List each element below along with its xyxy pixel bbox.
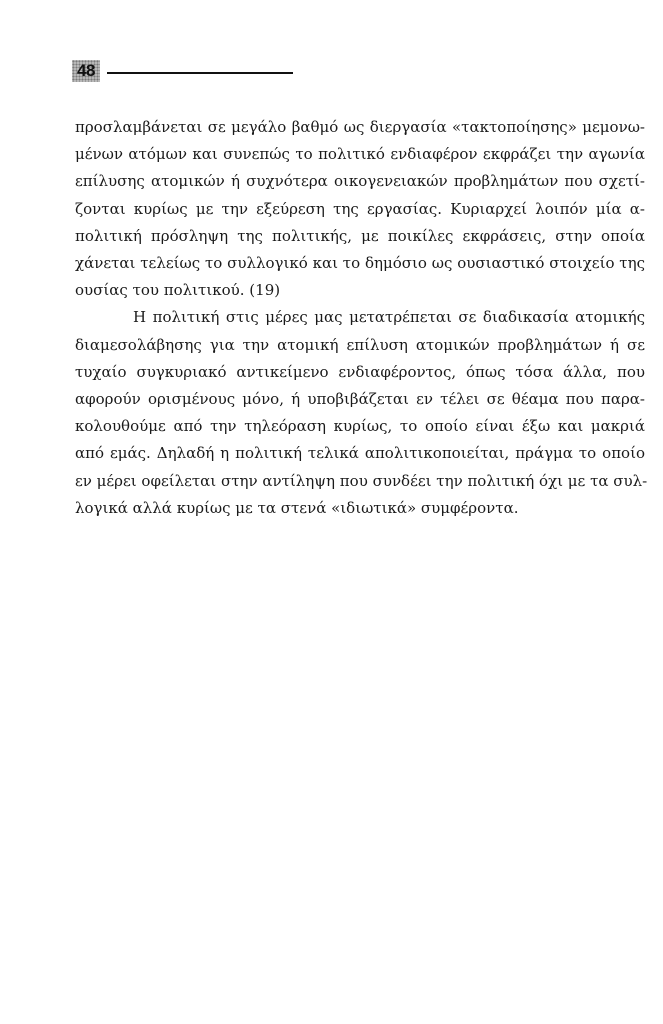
text-line: επίλυσης ατομικών ή συχνότερα οικογενειακών προβλημάτων που σχετί- xyxy=(75,172,645,191)
page-number-badge xyxy=(72,60,100,82)
paragraph-1 xyxy=(75,114,645,304)
text-line: από εμάς. Δηλαδή η πολιτική τελικά απολιτικοποιείται, πράγμα το οποίο xyxy=(75,444,645,463)
text-line: τυχαίο συγκυριακό αντικείμενο ενδιαφέροντος, όπως τόσα άλλα, που xyxy=(75,362,645,381)
body-text xyxy=(75,114,648,522)
text-line: κολουθούμε από την τηλεόραση κυρίως, το οποίο είναι έξω και μακριά xyxy=(75,417,645,436)
text-line: ζονται κυρίως με την εξεύρεση της εργασίας. Κυριαρχεί λοιπόν μία α- xyxy=(75,199,645,218)
text-line: Η πολιτική στις μέρες μας μετατρέπεται σε διαδικασία ατομικής xyxy=(133,308,645,327)
text-line: λογικά αλλά κυρίως με τα στενά «ιδιωτικά» συμφέροντα. xyxy=(75,498,519,517)
header-rule xyxy=(107,72,293,74)
text-line: προσλαμβάνεται σε μεγάλο βαθμό ως διεργασία «τακτοποίησης» μεμονω- xyxy=(75,118,645,136)
page-number: 48 xyxy=(77,61,95,80)
text-line: εν μέρει οφείλεται στην αντίληψη που συνδέει την πολιτική όχι με τα συλ- xyxy=(75,471,648,490)
text-line: πολιτική πρόσληψη της πολιτικής, με ποικίλες εκφράσεις, στην οποία xyxy=(75,226,645,245)
text-line: αφορούν ορισμένους μόνο, ή υποβιβάζεται εν τέλει σε θέαμα που παρα- xyxy=(75,390,645,409)
text-line: χάνεται τελείως το συλλογικό και το δημόσιο ως ουσιαστικό στοιχείο της xyxy=(75,254,645,273)
text-line: μένων ατόμων και συνεπώς το πολιτικό ενδιαφέρον εκφράζει την αγωνία xyxy=(75,145,645,164)
text-line: ουσίας του πολιτικού. (19) xyxy=(75,281,281,300)
paragraph-2 xyxy=(75,304,648,522)
text-line: διαμεσολάβησης για την ατομική επίλυση ατομικών προβλημάτων ή σε xyxy=(75,335,645,354)
